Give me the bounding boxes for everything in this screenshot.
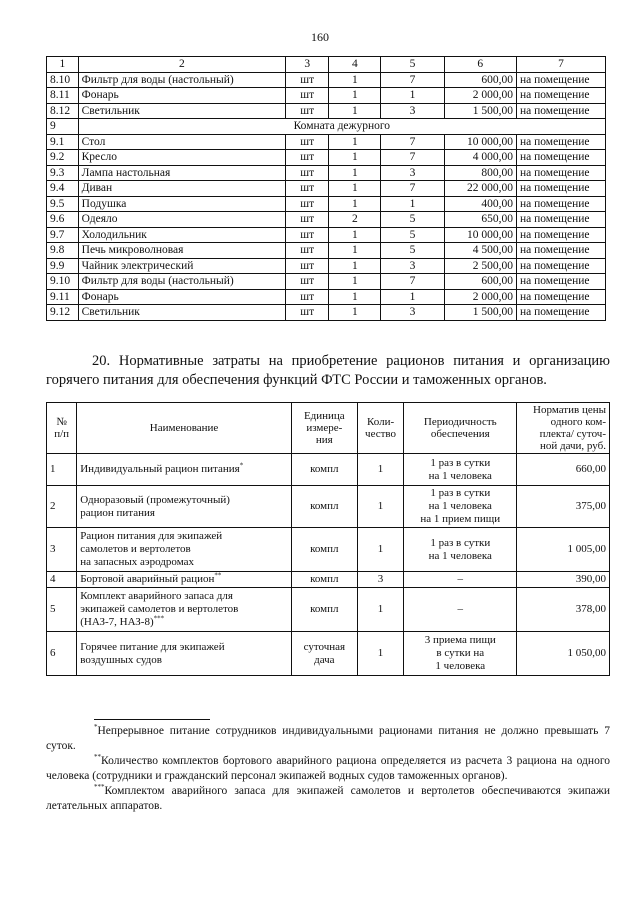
note-cell: на помещение [516,181,605,197]
cell-line: № [56,416,67,428]
row-number-cell: 9.6 [47,212,79,228]
price-cell: 390,00 [517,572,610,588]
period-cell [404,572,517,588]
note-cell: на помещение [516,227,605,243]
row-number-cell: 9.11 [47,289,79,305]
note-cell: на помещение [516,134,605,150]
footnote-mark: *** [153,614,165,623]
price-cell: 10 000,00 [444,134,516,150]
cell-line: компл [310,463,339,475]
section-heading [46,352,610,390]
item-name-cell [77,572,292,588]
table-row [47,212,606,228]
price-cell: 1 500,00 [444,305,516,321]
row-number-cell: 6 [47,632,77,676]
price-cell: 650,00 [444,212,516,228]
footnotes [46,724,610,814]
unit-cell: шт [286,258,329,274]
quantity-cell: 1 [329,181,381,197]
quantity-cell: 1 [329,196,381,212]
table-row [47,181,606,197]
item-name-cell: Фонарь [78,289,285,305]
period-cell: 5 [381,227,444,243]
footnote [46,724,610,754]
item-name-cell: Фильтр для воды (настольный) [78,274,285,290]
header-num [47,403,77,454]
cell-line: Рацион питания для экипажей [80,530,223,542]
cell-line: воздушных судов [80,653,162,666]
table-row [47,258,606,274]
unit-cell: шт [286,88,329,104]
section-heading-line-1: 20. Нормативные затраты на приобретение рационов питания и организацию [92,353,610,369]
price-cell: 2 000,00 [444,289,516,305]
quantity-cell: 1 [357,632,403,676]
footnote-text: Непрерывное питание сотрудников индивидуальными рационами питания не должно превышать 7 суток. [46,725,610,752]
header-unit [291,403,357,454]
cell-line: экипажей самолетов и вертолетов [80,603,239,615]
item-name-cell [77,454,292,486]
unit-cell [291,588,357,632]
price-cell: 1 500,00 [444,103,516,119]
row-number-cell: 3 [47,528,77,572]
footnote-divider [94,719,210,720]
section-title-cell: Комната дежурного [78,119,605,135]
period-cell: 1 [381,289,444,305]
period-cell: 1 [381,196,444,212]
table-row [47,454,610,486]
price-cell: 22 000,00 [444,181,516,197]
cell-line: компл [310,543,339,555]
cell-line: ния [315,434,333,446]
period-cell: 7 [381,150,444,166]
footnote-mark: ** [214,571,222,580]
table-row [47,289,606,305]
price-cell: 400,00 [444,196,516,212]
footnote-mark: * [94,723,98,732]
cell-line: компл [310,603,339,615]
footnote-text: Комплектом аварийного запаса для экипажей самолетов и вертолетов обеспечиваются экипажи летательных аппаратов. [46,785,610,812]
unit-cell: шт [286,196,329,212]
column-number-cell: 4 [329,57,381,73]
unit-cell [291,572,357,588]
table-row [47,528,610,572]
item-name-cell: Фонарь [78,88,285,104]
row-number-cell: 9.12 [47,305,79,321]
price-cell: 660,00 [517,454,610,486]
cell-line: одного ком- [550,416,606,428]
section-heading-line-2: горячего питания для обеспечения функций ФТС России и таможенных органов. [46,372,547,388]
price-cell: 2 000,00 [444,88,516,104]
period-cell: 3 [381,258,444,274]
cell-line: на 1 прием пищи [420,513,501,525]
section-row [47,119,606,135]
cell-line: Единица [303,410,345,422]
quantity-cell: 1 [329,150,381,166]
unit-cell: шт [286,150,329,166]
quantity-cell: 1 [329,227,381,243]
price-cell: 10 000,00 [444,227,516,243]
quantity-cell: 1 [329,72,381,88]
cell-line: Индивидуальный рацион питания [80,463,240,475]
cell-line: плекта/ суточ- [539,428,606,440]
item-name-cell: Подушка [78,196,285,212]
row-number-cell: 9.5 [47,196,79,212]
cell-line: на запасных аэродромах [80,556,194,568]
unit-cell [291,528,357,572]
cell-line: 3 приема пищи [424,634,496,646]
unit-cell [291,632,357,676]
cell-line: на 1 человека [428,469,492,482]
note-cell: на помещение [516,72,605,88]
price-cell: 4 500,00 [444,243,516,259]
quantity-cell: 1 [329,274,381,290]
table-row [47,632,610,676]
price-cell: 378,00 [517,588,610,632]
item-name-cell: Одеяло [78,212,285,228]
cell-line: ной дачи, руб. [539,440,606,452]
table-row [47,134,606,150]
note-cell: на помещение [516,103,605,119]
column-number-cell: 3 [286,57,329,73]
row-number-cell: 2 [47,486,77,528]
cell-line: п/п [54,428,70,440]
unit-cell [291,454,357,486]
row-number-cell: 8.10 [47,72,79,88]
quantity-cell: 1 [329,165,381,181]
row-number-cell: 9.1 [47,134,79,150]
cell-line: 1 раз в сутки [430,487,491,499]
period-cell [404,528,517,572]
table-row [47,486,610,528]
note-cell: на помещение [516,165,605,181]
header-qty [357,403,403,454]
unit-cell: шт [286,305,329,321]
table-row [47,165,606,181]
row-number-cell: 5 [47,588,77,632]
table-row [47,72,606,88]
unit-cell: шт [286,243,329,259]
item-name-cell [77,588,292,632]
row-number-cell: 8.12 [47,103,79,119]
footnote-mark: ** [94,753,101,762]
unit-cell: шт [286,103,329,119]
cell-line: Комплект аварийного запаса для [80,590,233,602]
cell-line: обеспечения [430,428,490,440]
note-cell: на помещение [516,88,605,104]
cell-line: 1 раз в сутки [430,456,491,469]
period-cell [404,588,517,632]
quantity-cell: 1 [357,486,403,528]
quantity-cell: 1 [329,134,381,150]
note-cell: на помещение [516,196,605,212]
cell-line: Коли- [366,416,395,428]
table-row [47,274,606,290]
footnote [46,784,610,814]
cell-line: компл [310,573,339,585]
cell-line: дача [314,653,335,666]
price-cell: 600,00 [444,274,516,290]
note-cell: на помещение [516,289,605,305]
cell-line: измере- [306,422,343,434]
column-number-cell: 2 [78,57,285,73]
cell-line: на 1 человека [428,549,492,562]
table-row [47,227,606,243]
period-cell: 3 [381,103,444,119]
unit-cell [291,486,357,528]
column-number-cell: 1 [47,57,79,73]
quantity-cell: 1 [329,88,381,104]
item-name-cell: Фильтр для воды (настольный) [78,72,285,88]
note-cell: на помещение [516,150,605,166]
row-number-cell: 8.11 [47,88,79,104]
cell-line: – [457,573,464,585]
note-cell: на помещение [516,258,605,274]
table-header-row [47,403,610,454]
unit-cell: шт [286,212,329,228]
period-cell [404,454,517,486]
row-number-cell: 9.2 [47,150,79,166]
unit-cell: шт [286,289,329,305]
row-number-cell: 4 [47,572,77,588]
row-number-cell: 9.4 [47,181,79,197]
cell-line: 1 раз в сутки [430,536,491,549]
cell-line: Бортовой аварийный рацион [80,573,215,585]
row-number-cell: 9.3 [47,165,79,181]
period-cell: 1 [381,88,444,104]
item-name-cell: Холодильник [78,227,285,243]
column-number-cell: 7 [516,57,605,73]
table-row [47,103,606,119]
period-cell: 5 [381,243,444,259]
cell-line: (НАЗ-7, НАЗ-8) [80,616,154,628]
header-period [404,403,517,454]
cell-line: Периодичность [423,416,497,428]
quantity-cell: 3 [357,572,403,588]
note-cell: на помещение [516,243,605,259]
item-name-cell: Стол [78,134,285,150]
food-rations-table [46,402,610,676]
cell-line: Одноразовый (промежуточный) [80,493,230,506]
item-name-cell: Кресло [78,150,285,166]
item-name-cell: Светильник [78,103,285,119]
footnote-mark: *** [94,783,105,792]
cell-line: самолетов и вертолетов [80,543,191,555]
quantity-cell: 1 [357,588,403,632]
quantity-cell: 1 [329,103,381,119]
unit-cell: шт [286,274,329,290]
cell-line: чество [365,428,397,440]
unit-cell: шт [286,181,329,197]
unit-cell: шт [286,165,329,181]
period-cell: 3 [381,305,444,321]
quantity-cell: 1 [329,305,381,321]
period-cell [404,486,517,528]
table-row [47,150,606,166]
cell-line: на 1 человека [428,500,492,512]
period-cell: 7 [381,72,444,88]
row-number-cell: 9.7 [47,227,79,243]
period-cell: 7 [381,134,444,150]
note-cell: на помещение [516,274,605,290]
period-cell: 5 [381,212,444,228]
quantity-cell: 1 [357,454,403,486]
item-name-cell: Диван [78,181,285,197]
item-name-cell [77,486,292,528]
period-cell: 7 [381,181,444,197]
cell-line: компл [310,500,339,512]
table-row [47,243,606,259]
row-number-cell: 1 [47,454,77,486]
item-name-cell: Печь микроволновая [78,243,285,259]
table-header-row [47,57,606,73]
table-row [47,196,606,212]
column-number-cell: 5 [381,57,444,73]
row-number-cell: 9 [47,119,79,135]
price-cell: 375,00 [517,486,610,528]
price-cell: 2 500,00 [444,258,516,274]
note-cell: на помещение [516,212,605,228]
header-price [517,403,610,454]
quantity-cell: 1 [329,289,381,305]
quantity-cell: 1 [329,243,381,259]
price-cell: 1 005,00 [517,528,610,572]
note-cell: на помещение [516,305,605,321]
quantity-cell: 2 [329,212,381,228]
period-cell [404,632,517,676]
price-cell: 600,00 [444,72,516,88]
table-row [47,305,606,321]
equipment-table [46,56,606,321]
unit-cell: шт [286,227,329,243]
unit-cell: шт [286,134,329,150]
row-number-cell: 9.10 [47,274,79,290]
quantity-cell: 1 [357,528,403,572]
row-number-cell: 9.8 [47,243,79,259]
item-name-cell: Чайник электрический [78,258,285,274]
footnote-text: Количество комплектов бортового аварийного рациона определяется из расчета 3 рациона на одного человека (сотрудники и гражданский персонал экипажей водных судов таможенных органов). [46,755,610,782]
price-cell: 800,00 [444,165,516,181]
period-cell: 3 [381,165,444,181]
quantity-cell: 1 [329,258,381,274]
cell-line: Наименование [149,422,219,434]
cell-line: суточная [303,640,346,653]
footnote-mark: * [239,461,244,470]
item-name-cell: Лампа настольная [78,165,285,181]
unit-cell: шт [286,72,329,88]
cell-line: – [457,603,464,615]
price-cell: 4 000,00 [444,150,516,166]
header-name [77,403,292,454]
row-number-cell: 9.9 [47,258,79,274]
footnote [46,754,610,784]
item-name-cell [77,632,292,676]
cell-line: в сутки на [436,647,485,659]
item-name-cell: Светильник [78,305,285,321]
cell-line: 1 человека [435,660,486,672]
table-row [47,88,606,104]
cell-line: Норматив цены [533,404,606,416]
price-cell: 1 050,00 [517,632,610,676]
page-number: 160 [311,30,329,44]
cell-line: Горячее питание для экипажей [80,640,225,653]
period-cell: 7 [381,274,444,290]
column-number-cell: 6 [444,57,516,73]
item-name-cell [77,528,292,572]
table-row [47,588,610,632]
cell-line: рацион питания [80,506,155,519]
table-row [47,572,610,588]
